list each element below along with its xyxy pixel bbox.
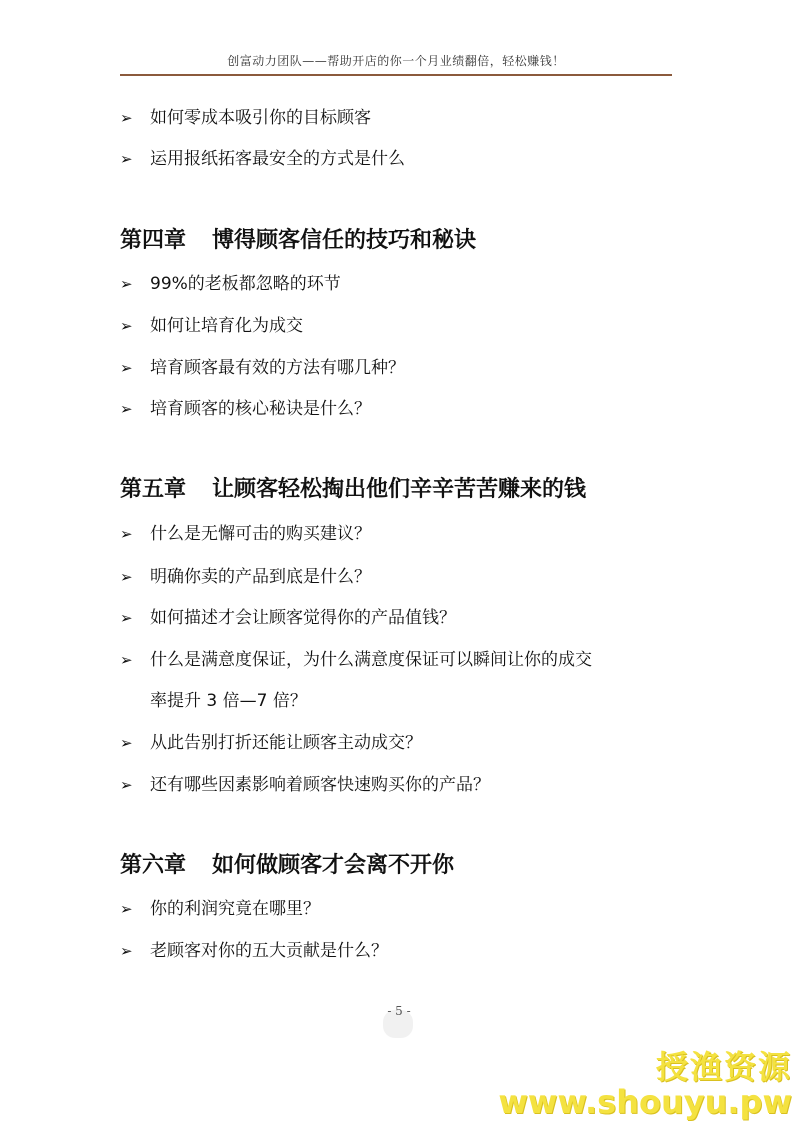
arrow-right-icon: ➢: [120, 942, 133, 960]
page-number: - 5 -: [387, 1004, 411, 1018]
list-item-continuation: 率提升 3 倍—7 倍？: [150, 691, 307, 711]
page-header: 创富动力团队——帮助开店的你一个月业绩翻倍，轻松赚钱！: [227, 54, 565, 68]
list-item: ➢ 如何描述才会让顾客觉得你的产品值钱？: [120, 608, 456, 628]
list-item: ➢ 明确你卖的产品到底是什么？: [120, 567, 371, 587]
list-item: ➢ 如何让培育化为成交: [120, 316, 303, 336]
arrow-right-icon: ➢: [120, 150, 133, 168]
list-item: ➢ 老顾客对你的五大贡献是什么？: [120, 941, 388, 961]
chapter-number: 第五章: [120, 477, 187, 502]
arrow-right-icon: ➢: [120, 359, 133, 377]
list-item: ➢ 如何零成本吸引你的目标顾客: [120, 108, 371, 128]
list-item: ➢ 什么是满意度保证，为什么满意度保证可以瞬间让你的成交: [120, 650, 592, 670]
list-item: ➢ 运用报纸拓客最安全的方式是什么: [120, 149, 405, 169]
list-item: ➢ 什么是无懈可击的购买建议？: [120, 524, 371, 544]
chapter-title: 如何做顾客才会离不开你: [212, 853, 455, 878]
chapter-number: 第六章: [120, 853, 187, 878]
watermark-url: www.shouyu.pw: [498, 1083, 792, 1121]
arrow-right-icon: ➢: [120, 734, 133, 752]
list-item: ➢ 培育顾客最有效的方法有哪几种？: [120, 358, 405, 378]
chapter-number: 第四章: [120, 228, 187, 253]
watermark-title: 授渔资源: [655, 1048, 792, 1086]
arrow-right-icon: ➢: [120, 609, 133, 627]
chapter-title: 让顾客轻松掏出他们辛辛苦苦赚来的钱: [212, 477, 587, 502]
chapter-heading: [120, 852, 454, 880]
list-item: ➢ 从此告别打折还能让顾客主动成交？: [120, 733, 422, 753]
arrow-right-icon: ➢: [120, 900, 133, 918]
list-item: ➢ 你的利润究竟在哪里？: [120, 899, 320, 919]
arrow-right-icon: ➢: [120, 317, 133, 335]
arrow-right-icon: ➢: [120, 275, 133, 293]
arrow-right-icon: ➢: [120, 109, 133, 127]
header-divider: [120, 74, 672, 76]
list-item: ➢ 还有哪些因素影响着顾客快速购买你的产品？: [120, 775, 490, 795]
list-item: ➢ 99%的老板都忽略的环节: [120, 274, 341, 294]
arrow-right-icon: ➢: [120, 568, 133, 586]
chapter-heading: [120, 227, 476, 255]
arrow-right-icon: ➢: [120, 651, 133, 669]
chapter-heading: [120, 476, 586, 504]
list-item: ➢ 培育顾客的核心秘诀是什么？: [120, 399, 371, 419]
arrow-right-icon: ➢: [120, 400, 133, 418]
arrow-right-icon: ➢: [120, 776, 133, 794]
arrow-right-icon: ➢: [120, 525, 133, 543]
chapter-title: 博得顾客信任的技巧和秘诀: [212, 228, 477, 253]
